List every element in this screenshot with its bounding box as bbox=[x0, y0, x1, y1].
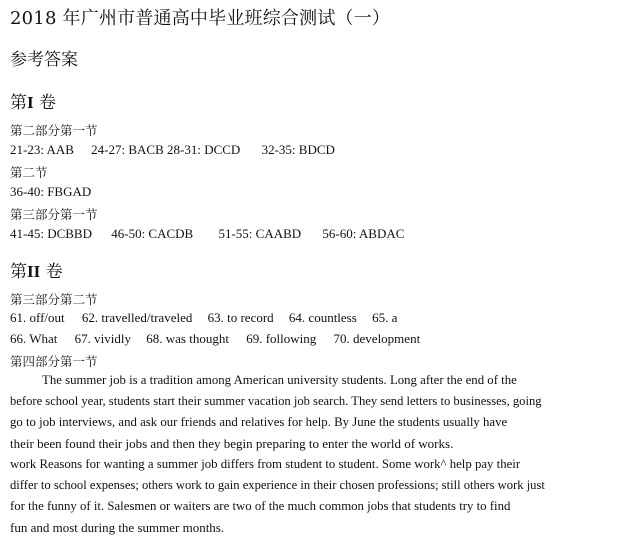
answer-group: 32-35: BDCD bbox=[261, 142, 335, 157]
passage-line: their been found their jobs and then they begin preparing to enter the world of works. bbox=[10, 436, 454, 451]
answer-key-heading: 参考答案 bbox=[10, 50, 78, 70]
answer-group: 36-40: FBGAD bbox=[10, 184, 92, 199]
answer-row bbox=[10, 184, 91, 200]
answer-item: 61. off/out bbox=[10, 310, 65, 325]
passage-line: differ to school expenses; others work to gain experience in their chosen professions; still others work just bbox=[10, 478, 545, 492]
answer-group: 51-55: CAABD bbox=[218, 226, 302, 241]
section-heading: 第三部分第一节 bbox=[10, 207, 98, 222]
answer-group: 21-23: AAB bbox=[10, 142, 74, 157]
answer-item: 67. vividly bbox=[74, 331, 132, 346]
page-title: 2018 年广州市普通高中毕业班综合测试（一） bbox=[10, 8, 391, 29]
answer-group: 56-60: ABDAC bbox=[322, 226, 405, 241]
answer-item: 68. was thought bbox=[146, 331, 229, 346]
answer-item: 65. a bbox=[372, 310, 398, 325]
answer-item: 62. travelled/traveled bbox=[81, 310, 193, 325]
answer-group: 41-45: DCBBD bbox=[10, 226, 92, 241]
volume-1-heading: 第I 卷 bbox=[10, 93, 57, 113]
answer-row bbox=[10, 142, 335, 158]
section-heading: 第二节 bbox=[10, 165, 48, 180]
section-heading: 第二部分第一节 bbox=[10, 123, 98, 138]
answer-row bbox=[10, 331, 420, 347]
section-heading: 第四部分第一节 bbox=[10, 354, 98, 369]
volume-2-heading: 第II 卷 bbox=[10, 262, 63, 282]
passage-line: fun and most during the summer months. bbox=[10, 520, 225, 535]
passage-line: for the funny of it. Salesmen or waiters are two of the much common jobs that students try to find bbox=[10, 499, 511, 513]
answer-item: 66. What bbox=[10, 331, 58, 346]
passage-line: go to job interviews, and ask our friends and relatives for help. By June the students usually have bbox=[10, 415, 508, 429]
answer-row bbox=[10, 226, 404, 242]
section-heading: 第三部分第二节 bbox=[10, 292, 98, 307]
passage-line: work Reasons for wanting a summer job differs from student to student. Some work^ help pay their bbox=[10, 457, 521, 471]
passage-line: The summer job is a tradition among American university students. Long after the end of the bbox=[42, 373, 517, 387]
answer-group: 46-50: CACDB bbox=[111, 226, 194, 241]
answer-group: 24-27: BACB 28-31: DCCD bbox=[91, 142, 241, 157]
answer-item: 70. development bbox=[333, 331, 421, 346]
passage-line: before school year, students start their summer vacation job search. They send letters to businesses, going bbox=[10, 394, 542, 408]
answer-row bbox=[10, 310, 397, 326]
answer-item: 64. countless bbox=[288, 310, 357, 325]
answer-item: 69. following bbox=[246, 331, 317, 346]
answer-item: 63. to record bbox=[207, 310, 274, 325]
